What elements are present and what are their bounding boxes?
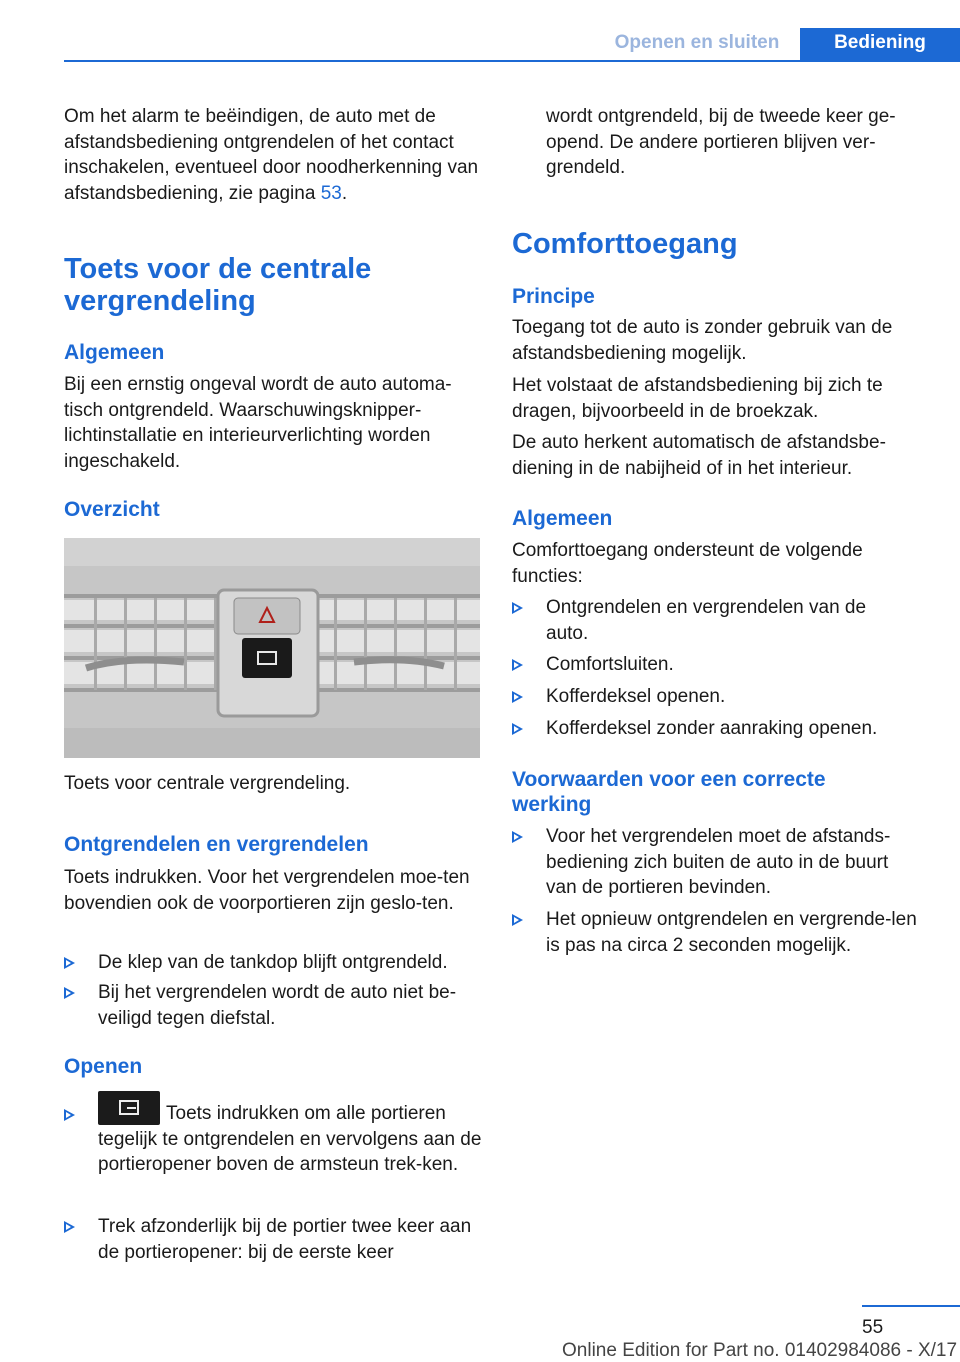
list-item-text: Het opnieuw ontgrendelen en vergrende-len is pas na circa 2 seconden mogelijk. <box>546 909 917 956</box>
door-icon <box>98 1091 160 1125</box>
page-header <box>64 28 960 61</box>
bullet-triangle-icon <box>64 1221 75 1233</box>
continued-text: wordt ontgrendeld, bij de tweede keer ge-opend. De andere portieren blijven ver-grendeld. <box>546 106 896 178</box>
list-item-text: Kofferdeksel zonder aanraking openen. <box>546 718 878 739</box>
central-locking-photo <box>64 538 480 758</box>
bullet-triangle-icon <box>512 914 523 926</box>
list-item-text: De klep van de tankdop blijft ontgrendeld. <box>98 952 448 973</box>
intro-text: Om het alarm te beëindigen, de auto met de afstandsbediening ontgrendelen of het contact inschakelen, eventueel door noodherkenning van afstandsbediening, zie pagina <box>64 106 479 204</box>
bullet-triangle-icon <box>64 1109 75 1121</box>
list-item-text: Bij het vergrendelen wordt de auto niet be-veiligd tegen diefstal. <box>98 982 457 1029</box>
bullet-triangle-icon <box>64 957 75 969</box>
conditions-heading: Voorwaarden voor een correcte werking <box>512 768 826 816</box>
list-item-text <box>98 1091 484 1178</box>
list-item-text: Comfortsluiten. <box>546 654 674 675</box>
intro-paragraph <box>64 104 484 206</box>
edition-footer: Online Edition for Part no. 01402984086 - X/17 <box>562 1340 958 1361</box>
principle-paragraph: Toegang tot de auto is zonder gebruik van de afstandsbediening mogelijk. <box>512 317 893 364</box>
page-link[interactable]: 53 <box>320 182 342 204</box>
section-title-comfort-access: Comforttoegang <box>512 228 738 260</box>
open-heading: Openen <box>64 1055 143 1078</box>
section-title-central-locking: Toets voor de centrale vergrendeling <box>64 253 372 317</box>
general-heading-right: Algemeen <box>512 507 613 530</box>
dashboard-illustration <box>64 538 480 758</box>
intro-end: . <box>341 182 348 204</box>
list-item-text: Ontgrendelen en vergrendelen van de auto. <box>546 597 867 644</box>
lock-text: Toets indrukken. Voor het vergrendelen moe-ten bovendien ook de voorportieren zijn geslo-ten. <box>64 867 470 914</box>
footer-rule <box>862 1305 960 1307</box>
general-text-right: Comforttoegang ondersteunt de volgende functies: <box>512 540 863 587</box>
bullet-triangle-icon <box>512 659 523 671</box>
principle-heading: Principe <box>512 285 595 308</box>
open-bullet-text: Toets indrukken om alle portieren tegelijk te ontgrendelen en vervolgens aan de portieropener boven de armsteun trek-ken. <box>98 1103 482 1175</box>
general-text: Bij een ernstig ongeval wordt de auto automa-tisch ontgrendeld. Waarschuwingsknipper-lichtinstallatie en interieurverlichting worden ingeschakeld. <box>64 374 452 472</box>
header-rule <box>64 60 960 62</box>
general-heading: Algemeen <box>64 341 165 364</box>
overview-heading: Overzicht <box>64 498 160 521</box>
page-number: 55 <box>862 1317 884 1338</box>
door-unlock-button-icon <box>98 1091 160 1125</box>
bullet-triangle-icon <box>512 723 523 735</box>
lock-heading: Ontgrendelen en vergrendelen <box>64 833 369 856</box>
principle-paragraph: Het volstaat de afstandsbediening bij zich te dragen, bijvoorbeeld in de broekzak. <box>512 375 883 422</box>
bullet-triangle-icon <box>512 831 523 843</box>
section-tab[interactable]: Openen en sluiten <box>614 32 780 53</box>
chapter-tab[interactable]: Bediening <box>800 28 960 60</box>
list-item-text: Voor het vergrendelen moet de afstands-bediening zich buiten de auto in de buurt van de portieren bevinden. <box>546 826 891 898</box>
photo-caption: Toets voor centrale vergrendeling. <box>64 773 351 794</box>
bullet-triangle-icon <box>64 987 75 999</box>
list-item-text: Trek afzonderlijk bij de portier twee keer aan de portieropener: bij de eerste keer <box>98 1216 472 1263</box>
bullet-triangle-icon <box>512 602 523 614</box>
principle-paragraph: De auto herkent automatisch de afstandsbe-diening in de nabijheid of in het interieur. <box>512 432 886 479</box>
list-item-text: Kofferdeksel openen. <box>546 686 726 707</box>
bullet-triangle-icon <box>512 691 523 703</box>
